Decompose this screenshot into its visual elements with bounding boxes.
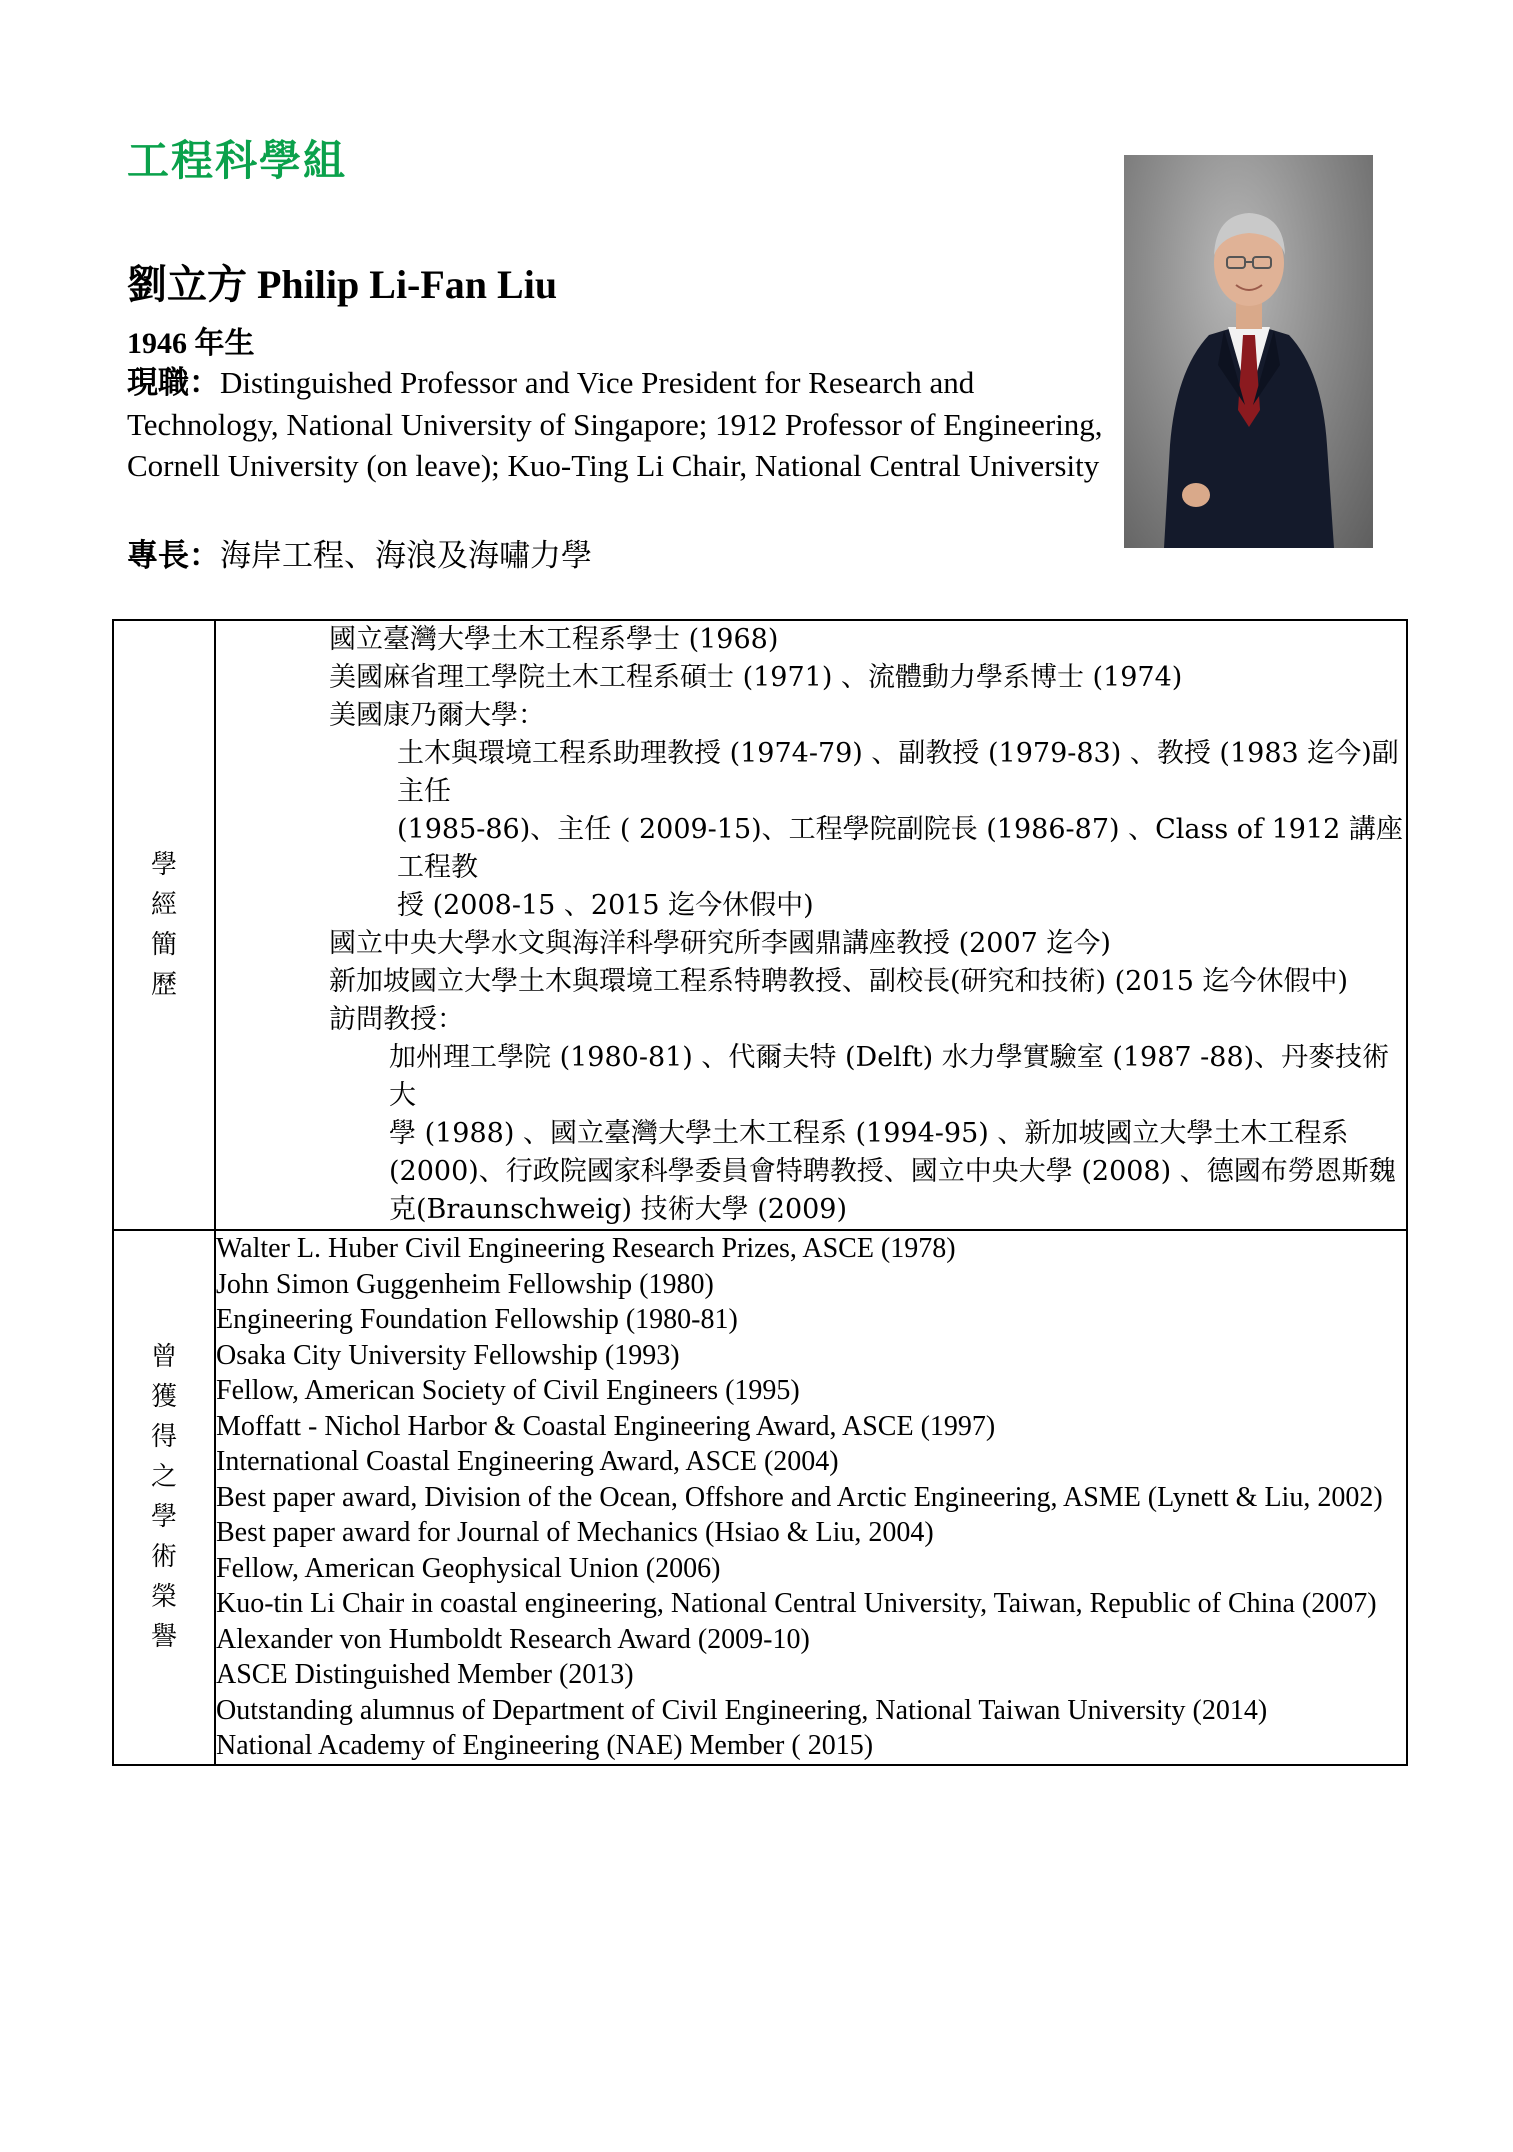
honors-list [216,1231,1406,1764]
honor-item: Fellow, American Geophysical Union (2006) [216,1552,721,1584]
current-position [127,362,1107,486]
education-line: 美國康乃爾大學： [329,700,545,731]
education-label-cell [113,620,215,1230]
education-label: 學 經 簡 歷 [150,850,177,1000]
birth-year: 1946 年生 [127,327,255,360]
honor-item: Best paper award for Journal of Mechanics (Hsiao & Liu, 2004) [216,1517,934,1548]
honor-item: Best paper award, Division of the Ocean, Offshore and Arctic Engineering, ASME (Lynett & Liu, 2002) [216,1481,1383,1513]
honors-content [215,1230,1407,1765]
education-line: 克(Braunschweig) 技術大學 (2009) [389,1194,848,1225]
honor-item: Osaka City University Fellowship (1993) [216,1339,680,1371]
cv-table [112,619,1408,1766]
honors-label: 曾 獲 得 之 學 術 榮 譽 [150,1342,177,1653]
honor-item: Engineering Foundation Fellowship (1980-81) [216,1304,738,1335]
education-row [113,620,1407,1230]
honor-item: John Simon Guggenheim Fellowship (1980) [216,1268,714,1300]
honor-item: Fellow, American Society of Civil Engineers (1995) [216,1375,800,1406]
education-line: (2000)、行政院國家科學委員會特聘教授、國立中央大學 (2008) 、德國布勞恩斯魏 [389,1156,1396,1187]
education-line: 授 (2008-15 、2015 迄今休假中) [397,890,814,921]
section-title: 工程科學組 [127,136,348,185]
education-line: (1985-86)、主任 ( 2009-15)、工程學院副院長 (1986-87) 、Class of 1912 講座工程教 [397,814,1403,883]
honor-item: National Academy of Engineering (NAE) Member ( 2015) [216,1730,874,1761]
education-line: 美國麻省理工學院土木工程系碩士 (1971) 、流體動力學系博士 (1974) [329,662,1183,693]
education-list [329,621,1406,1229]
education-line: 加州理工學院 (1980-81) 、代爾夫特 (Delft) 水力學實驗室 (1987 -88)、丹麥技術大 [389,1042,1390,1111]
honors-row [113,1230,1407,1765]
honor-item: International Coastal Engineering Award, ASCE (2004) [216,1446,839,1477]
honor-item: Outstanding alumnus of Department of Civil Engineering, National Taiwan University (2014) [216,1694,1268,1726]
specialty-label: 專長： [127,538,220,574]
education-line: 訪問教授： [329,1004,464,1035]
education-line: 學 (1988) 、國立臺灣大學土木工程系 (1994-95) 、新加坡國立大學土木工程系 [389,1118,1349,1149]
position-label: 現職： [127,365,220,401]
education-content [215,620,1407,1230]
specialty [127,530,592,575]
honor-item: Walter L. Huber Civil Engineering Research Prizes, ASCE (1978) [216,1233,956,1264]
person-name: 劉立方 Philip Li-Fan Liu [127,262,558,307]
education-line: 土木與環境工程系助理教授 (1974-79) 、副教授 (1979-83) 、教授 (1983 迄今)副主任 [397,738,1399,807]
education-line: 國立臺灣大學土木工程系學士 (1968) [329,624,779,655]
position-text: Distinguished Professor and Vice President for Research and Technology, National University of Singapore; 1912 Professor of Engineering, Cornell University (on leave); Kuo-Ting Li Chair, National Central University [127,365,1103,483]
education-line: 國立中央大學水文與海洋科學研究所李國鼎講座教授 (2007 迄今) [329,928,1111,959]
honor-item: Alexander von Humboldt Research Award (2009-10) [216,1623,810,1655]
honors-label-cell [113,1230,215,1765]
education-line: 新加坡國立大學土木與環境工程系特聘教授、副校長(研究和技術) (2015 迄今休假中) [329,966,1349,997]
honor-item: ASCE Distinguished Member (2013) [216,1659,634,1690]
honor-item: Moffatt - Nichol Harbor & Coastal Engineering Award, ASCE (1997) [216,1410,996,1442]
portrait-photo [1124,155,1373,548]
specialty-text: 海岸工程、海浪及海嘯力學 [220,538,592,574]
honor-item: Kuo-tin Li Chair in coastal engineering, National Central University, Taiwan, Republic of China (2007) [216,1588,1377,1619]
